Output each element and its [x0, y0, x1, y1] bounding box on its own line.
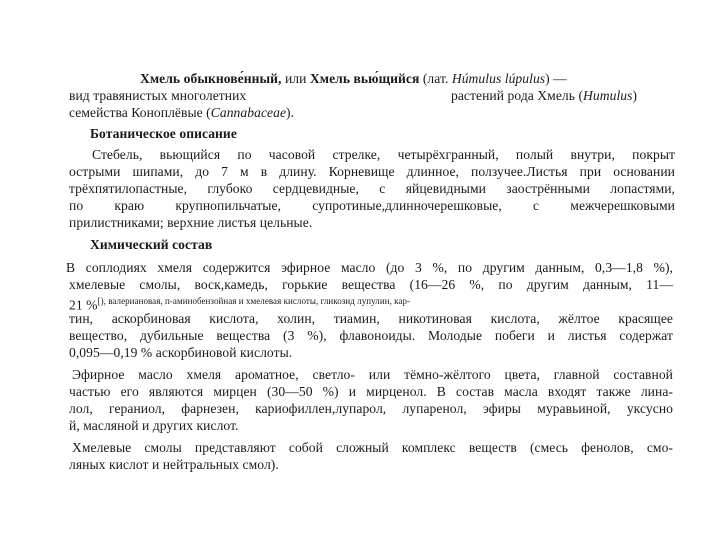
family-prefix: семейства Коноплёвые (: [69, 105, 211, 120]
chem-line-3-start: 21 %: [69, 297, 98, 313]
genus-close: ): [632, 88, 638, 103]
botany-line: Стебель, вьющийся по часовой стрелке, четырёхгранный, полый внутри, покрыт: [92, 147, 675, 162]
chem-footnote: [), валериановая, п-аминобензойная и хмелевая кислоты, гликозид лупулин, кар-: [97, 296, 411, 306]
botany-heading: Ботаническое описание: [90, 126, 237, 141]
family-close: ).: [286, 105, 295, 120]
resin-line: ляных кислот и нейтральных смол).: [69, 457, 279, 472]
intro-line-1: [140, 70, 567, 87]
intro-line-2-right: [451, 87, 637, 104]
chem-heading: Химический состав: [90, 237, 213, 252]
plant-name-alt: Хмель вью́щийся: [309, 71, 420, 86]
oil-line: частью его являются мирцен (30—50 %) и мирценол. В состав масла входят также лина-: [69, 384, 673, 399]
oil-line: лол, гераниол, фарнезен, кариофиллен,лупарол, лупаренол, эфиры муравьиной, уксусно: [69, 401, 673, 416]
chem-line: вещество, дубильные вещества (3 %), флавоноиды. Молодые побеги и листья содержат: [69, 328, 673, 343]
oil-line: Эфирное масло хмеля ароматное, светло- или тёмно-жёлтого цвета, главной составной: [72, 367, 673, 382]
resin-line: Хмелевые смолы представляют собой сложный комплекс веществ (смесь фенолов, смо-: [72, 440, 673, 455]
intro-line-3: [69, 104, 294, 121]
genus-prefix: растений рода Хмель (: [451, 88, 584, 103]
latin-close: ) —: [545, 71, 567, 86]
chem-line: тин, аскорбиновая кислота, холин, тиамин, никотиновая кислота, жёлтое красящее: [69, 311, 673, 326]
botany-line: острыми шипами, до 7 м в длину. Корневище длинное, ползучее.Листья при основании: [69, 164, 675, 179]
chem-line: хмелевые смолы, воск,камедь, горькие вещества (16—26 %, по другим данным, 11—: [69, 277, 673, 292]
latin-open: (лат.: [422, 71, 449, 86]
chem-line: 0,095—0,19 % аскорбиновой кислоты.: [69, 345, 293, 360]
plant-name: Хмель обыкнове́нный,: [140, 71, 282, 86]
family-latin: Cannabaceae: [210, 105, 287, 120]
oil-line: й, масляной и других кислот.: [69, 418, 239, 433]
latin-genus: Húmulus: [451, 71, 502, 86]
botany-line: по краю крупнопильчатые, супротиные,длинночерешковые, с межчерешковыми: [69, 198, 675, 213]
latin-species: lúpulus: [504, 71, 546, 86]
botany-line: прилистниками; верхние листья цельные.: [69, 215, 313, 230]
genus-latin: Humulus: [583, 88, 633, 103]
or-word: или: [284, 71, 307, 86]
botany-line: трёхпятилопастные, глубоко сердцевидные, с яйцевидными заострёнными лопастями,: [69, 181, 675, 196]
chem-line: В соплодиях хмеля содержится эфирное масло (до 3 %, по другим данным, 0,3—1,8 %),: [66, 260, 673, 275]
intro-line-2-left: вид травянистых многолетних: [69, 88, 247, 103]
